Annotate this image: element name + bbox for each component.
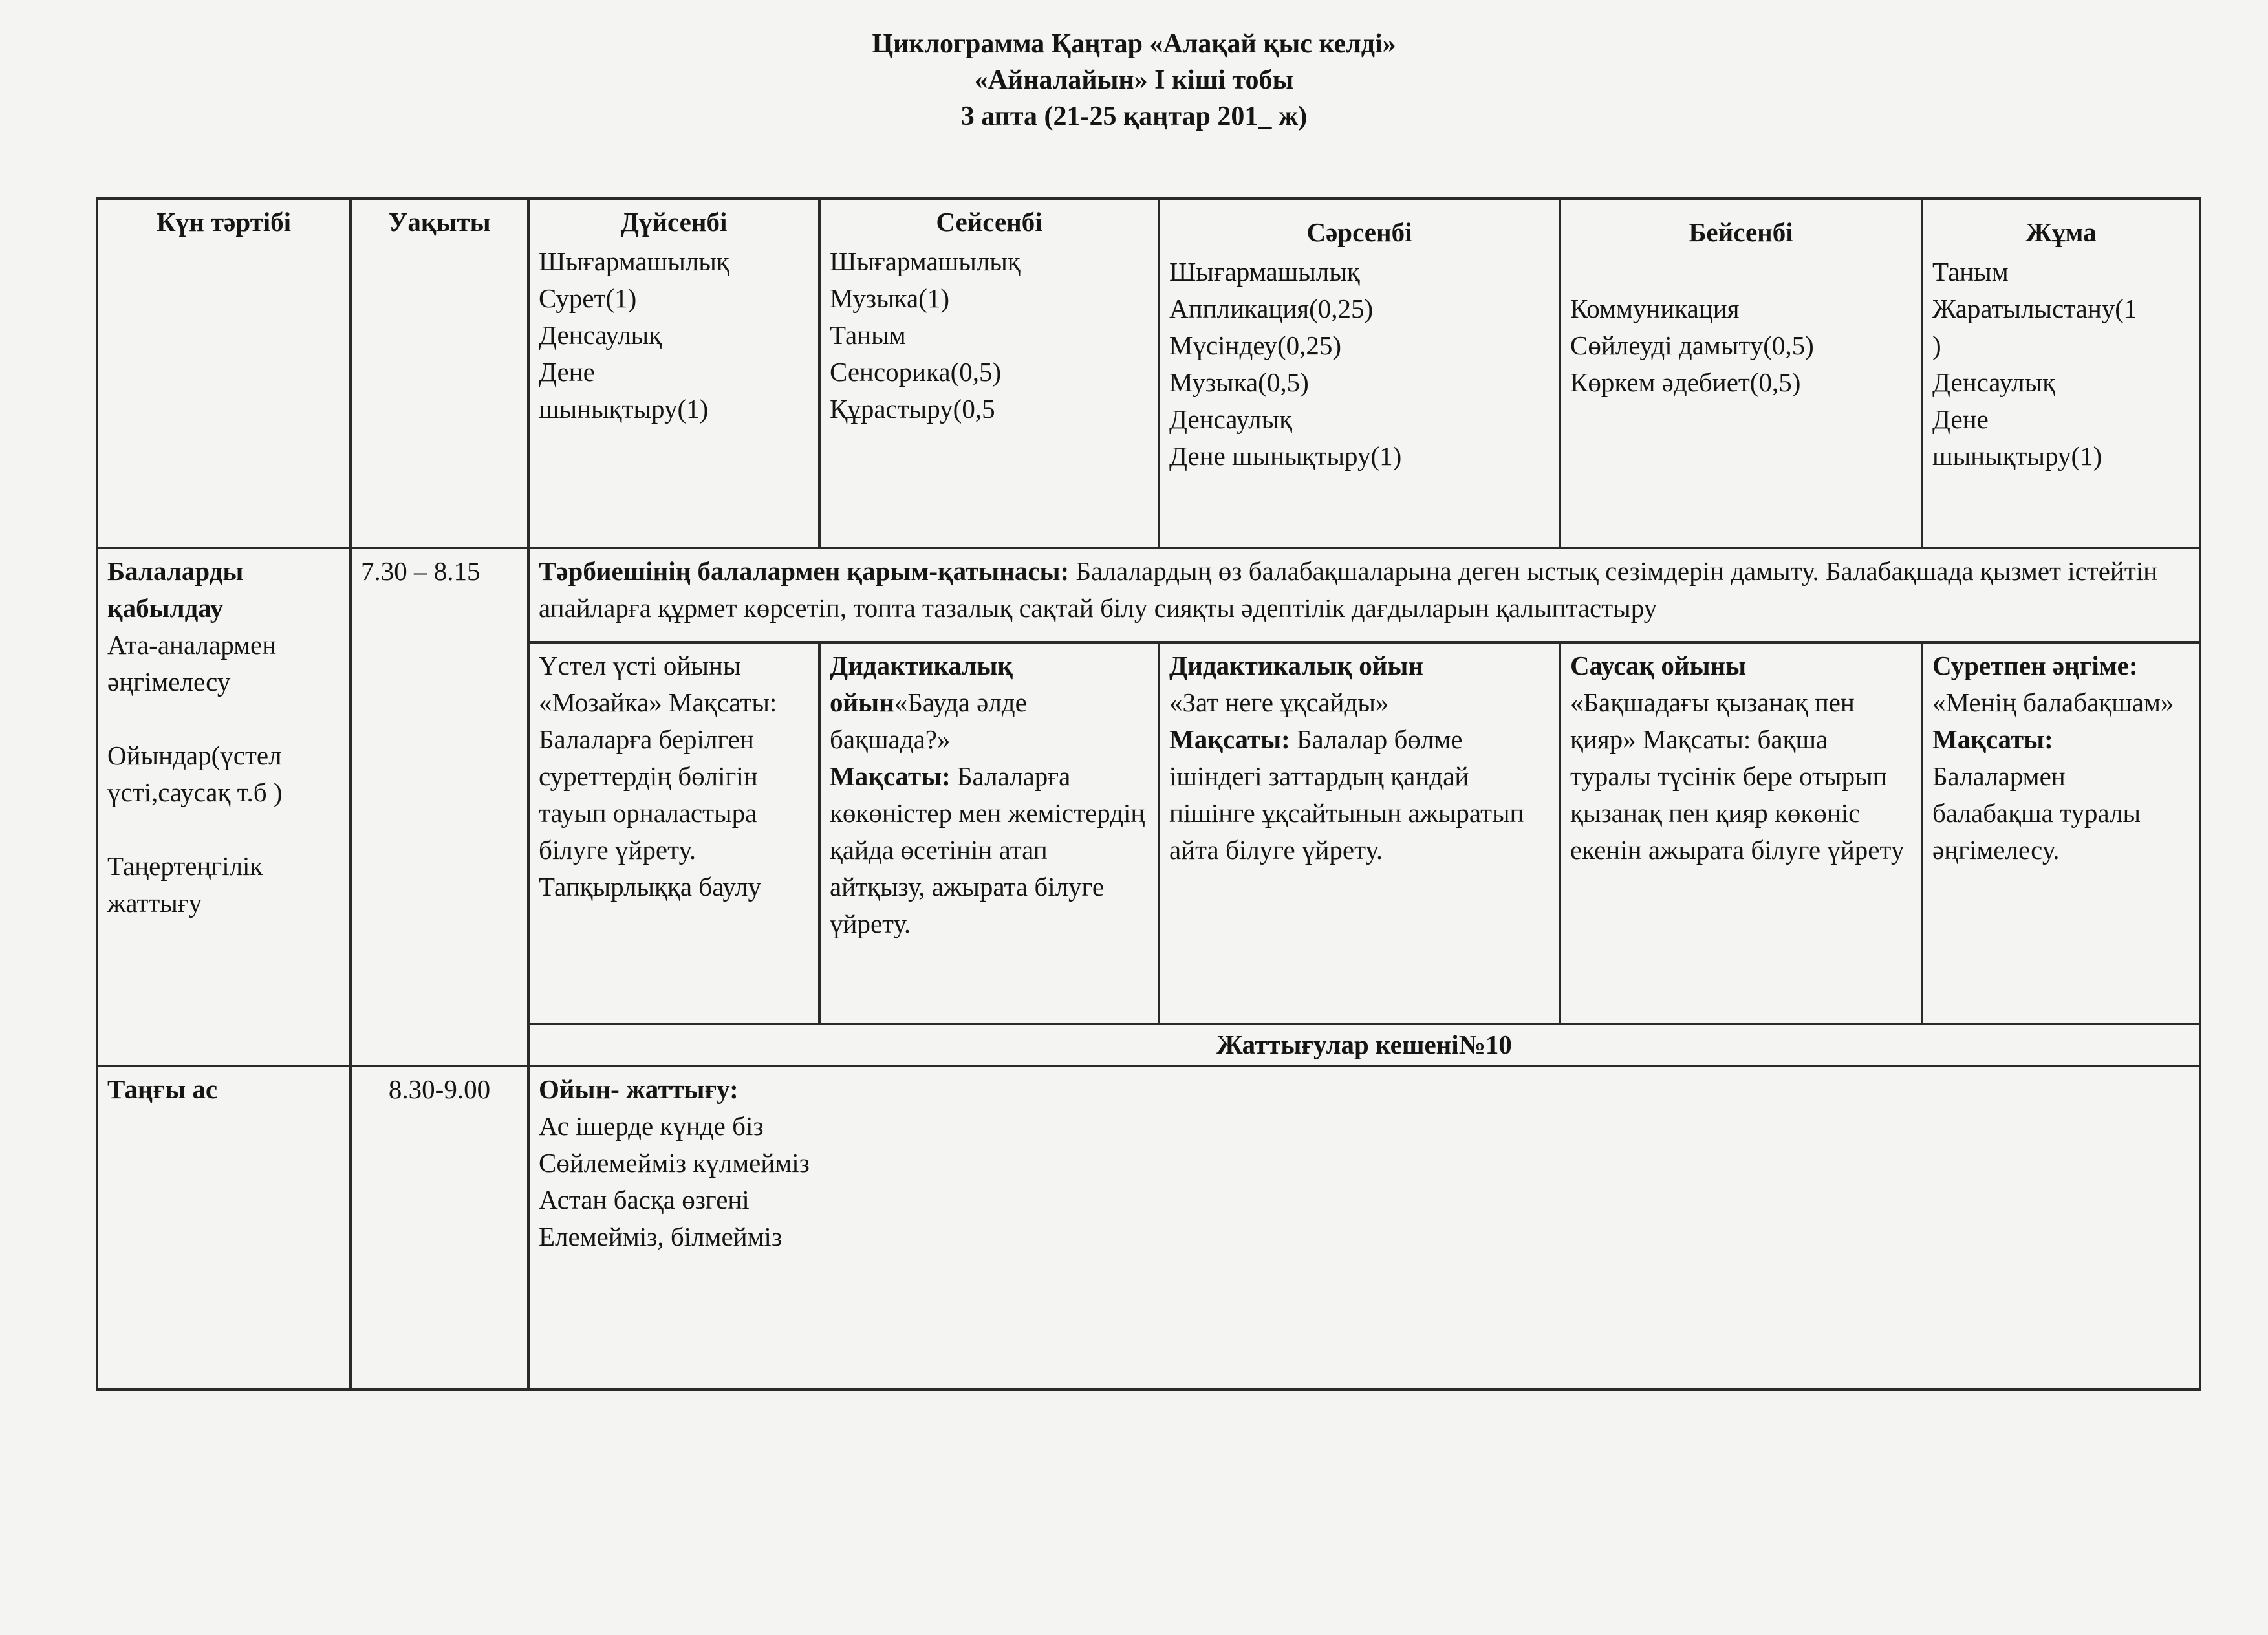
game-cell-tuesday [819, 642, 1159, 1024]
communication-label: Тәрбиешінің балалармен қарым-қатынасы: [539, 556, 1070, 586]
day-name: Сейсенбі [936, 207, 1042, 237]
subject: Көркем әдебиет(0,5) [1570, 367, 1801, 397]
game-text: «Зат неге ұқсайды» [1169, 688, 1389, 717]
subject: Денсаулық [1169, 404, 1293, 434]
day-friday [1922, 199, 2200, 548]
reception-line: Ата-аналармен әңгімелесу [107, 630, 277, 697]
subject: Денсаулық [539, 320, 662, 350]
subject: шынықтыру(1) [1932, 441, 2102, 471]
game-text: «Бауда әлде бақшада?» [830, 688, 1027, 754]
game-title: Саусақ ойыны [1570, 651, 1747, 680]
subject: Шығармашылық [539, 246, 729, 276]
game-goal-text: Балалар бөлме ішіндегі заттардың қандай пішінге ұқсайтынын ажыратып айта білуге үйрету. [1169, 724, 1524, 865]
subject: Таным [1932, 257, 2009, 287]
reception-label: Балаларды қабылдау [107, 556, 244, 623]
communication-cell [528, 548, 2200, 642]
game-goal-label: Мақсаты: [830, 761, 951, 791]
day-name: Жұма [2025, 217, 2097, 247]
schedule-table [96, 197, 2201, 1391]
breakfast-row [97, 1066, 2200, 1389]
subject: Жаратылыстану(1 [1932, 294, 2137, 323]
game-text: Үстел үсті ойыны «Мозайка» Мақсаты: Балаларға берілген суреттердің бөлігін тауып орналастыра білуге үйрету. Тапқырлыққа баулу [539, 651, 777, 902]
day-name: Бейсенбі [1689, 217, 1793, 247]
game-goal-text: Балалармен балабақша туралы әңгімелесу. [1932, 761, 2141, 865]
subject: Дене шынықтыру(1) [1169, 441, 1402, 471]
subject: Музыка(1) [830, 283, 949, 313]
breakfast-label: Таңғы ас [97, 1066, 351, 1389]
subject: Құрастыру(0,5 [830, 394, 995, 424]
game-goal-label: Мақсаты: [1169, 724, 1290, 754]
poem-line: Сөйлемейміз күлмейміз [539, 1148, 810, 1178]
day-name: Дүйсенбі [620, 207, 728, 237]
subject: Сурет(1) [539, 283, 637, 313]
communication-text: Балалардың өз балабақшаларына деген ыстық сезімдерін дамыту. Балабақшада қызмет істейтін апайларға құрмет көрсетіп, топта тазалық сақтай білу сияқты әдептілік дағдыларын қалыптастыру [539, 556, 2158, 623]
breakfast-game-title: Ойын- жаттығу: [539, 1074, 739, 1104]
poem-line: Елемейміз, білмейміз [539, 1222, 783, 1251]
title-line-1: Циклограмма Қаңтар «Алақай қыс келді» [872, 29, 1396, 59]
header-row [97, 199, 2200, 548]
title-line-3: 3 апта (21-25 қаңтар 201_ ж) [960, 102, 1308, 131]
subject: Музыка(0,5) [1169, 367, 1309, 397]
subject: Коммуникация [1570, 294, 1740, 323]
game-cell-thursday [1560, 642, 1922, 1024]
poem-line: Астан басқа өзгені [539, 1185, 750, 1215]
subject: ) [1932, 330, 1941, 360]
document-heading [0, 26, 2268, 135]
day-name: Сәрсенбі [1306, 217, 1412, 247]
subject: Сөйлеуді дамыту(0,5) [1570, 330, 1814, 360]
subject [1570, 254, 1912, 290]
game-title: Дидактикалық ойын [1169, 651, 1423, 680]
game-title: Суретпен әңгіме: [1932, 651, 2138, 680]
poem-line: Ас ішерде күнде біз [539, 1111, 764, 1141]
header-time: Уақыты [351, 199, 528, 548]
breakfast-time: 8.30-9.00 [351, 1066, 528, 1389]
game-text: «Менің балабақшам» [1932, 688, 2174, 717]
game-goal-text: Балаларға көкөністер мен жемістердің қайда өсетінін атап айтқызу, ажырата білуге үйрету. [830, 761, 1145, 938]
subject: Шығармашылық [1169, 257, 1360, 287]
day-tuesday [819, 199, 1159, 548]
subject: Шығармашылық [830, 246, 1021, 276]
day-monday [528, 199, 819, 548]
subject: Аппликация(0,25) [1169, 294, 1374, 323]
subject: шынықтыру(1) [539, 394, 709, 424]
title-line-2: «Айналайын» І кіші тобы [974, 65, 1294, 95]
exercise-complex: Жаттығулар кешені№10 [528, 1024, 2200, 1066]
game-cell-monday [528, 642, 819, 1024]
game-title: Дидактикалық ойын [830, 651, 1013, 717]
day-wednesday [1159, 199, 1560, 548]
subject: Дене [1932, 404, 1989, 434]
reception-time: 7.30 – 8.15 [351, 548, 528, 1066]
game-goal-label: Мақсаты: [1932, 724, 2053, 754]
reception-row [97, 548, 2200, 642]
breakfast-content [528, 1066, 2200, 1389]
header-schedule: Күн тәртібі [97, 199, 351, 548]
day-thursday [1560, 199, 1922, 548]
subject: Денсаулық [1932, 367, 2056, 397]
subject: Таным [830, 320, 906, 350]
reception-line: Ойындар(үстел үсті,саусақ т.б ) [107, 741, 283, 807]
reception-label-cell [97, 548, 351, 1066]
game-cell-wednesday [1159, 642, 1560, 1024]
subject: Мүсіндеу(0,25) [1169, 330, 1342, 360]
subject: Сенсорика(0,5) [830, 357, 1002, 387]
reception-line: Таңертеңгілік жаттығу [107, 851, 263, 918]
subject: Дене [539, 357, 595, 387]
game-text: «Бақшадағы қызанақ пен қияр» Мақсаты: бақша туралы түсінік бере отырып қызанақ пен қияр көкөніс екенін ажырата білуге үйрету [1570, 688, 1905, 865]
game-cell-friday [1922, 642, 2200, 1024]
